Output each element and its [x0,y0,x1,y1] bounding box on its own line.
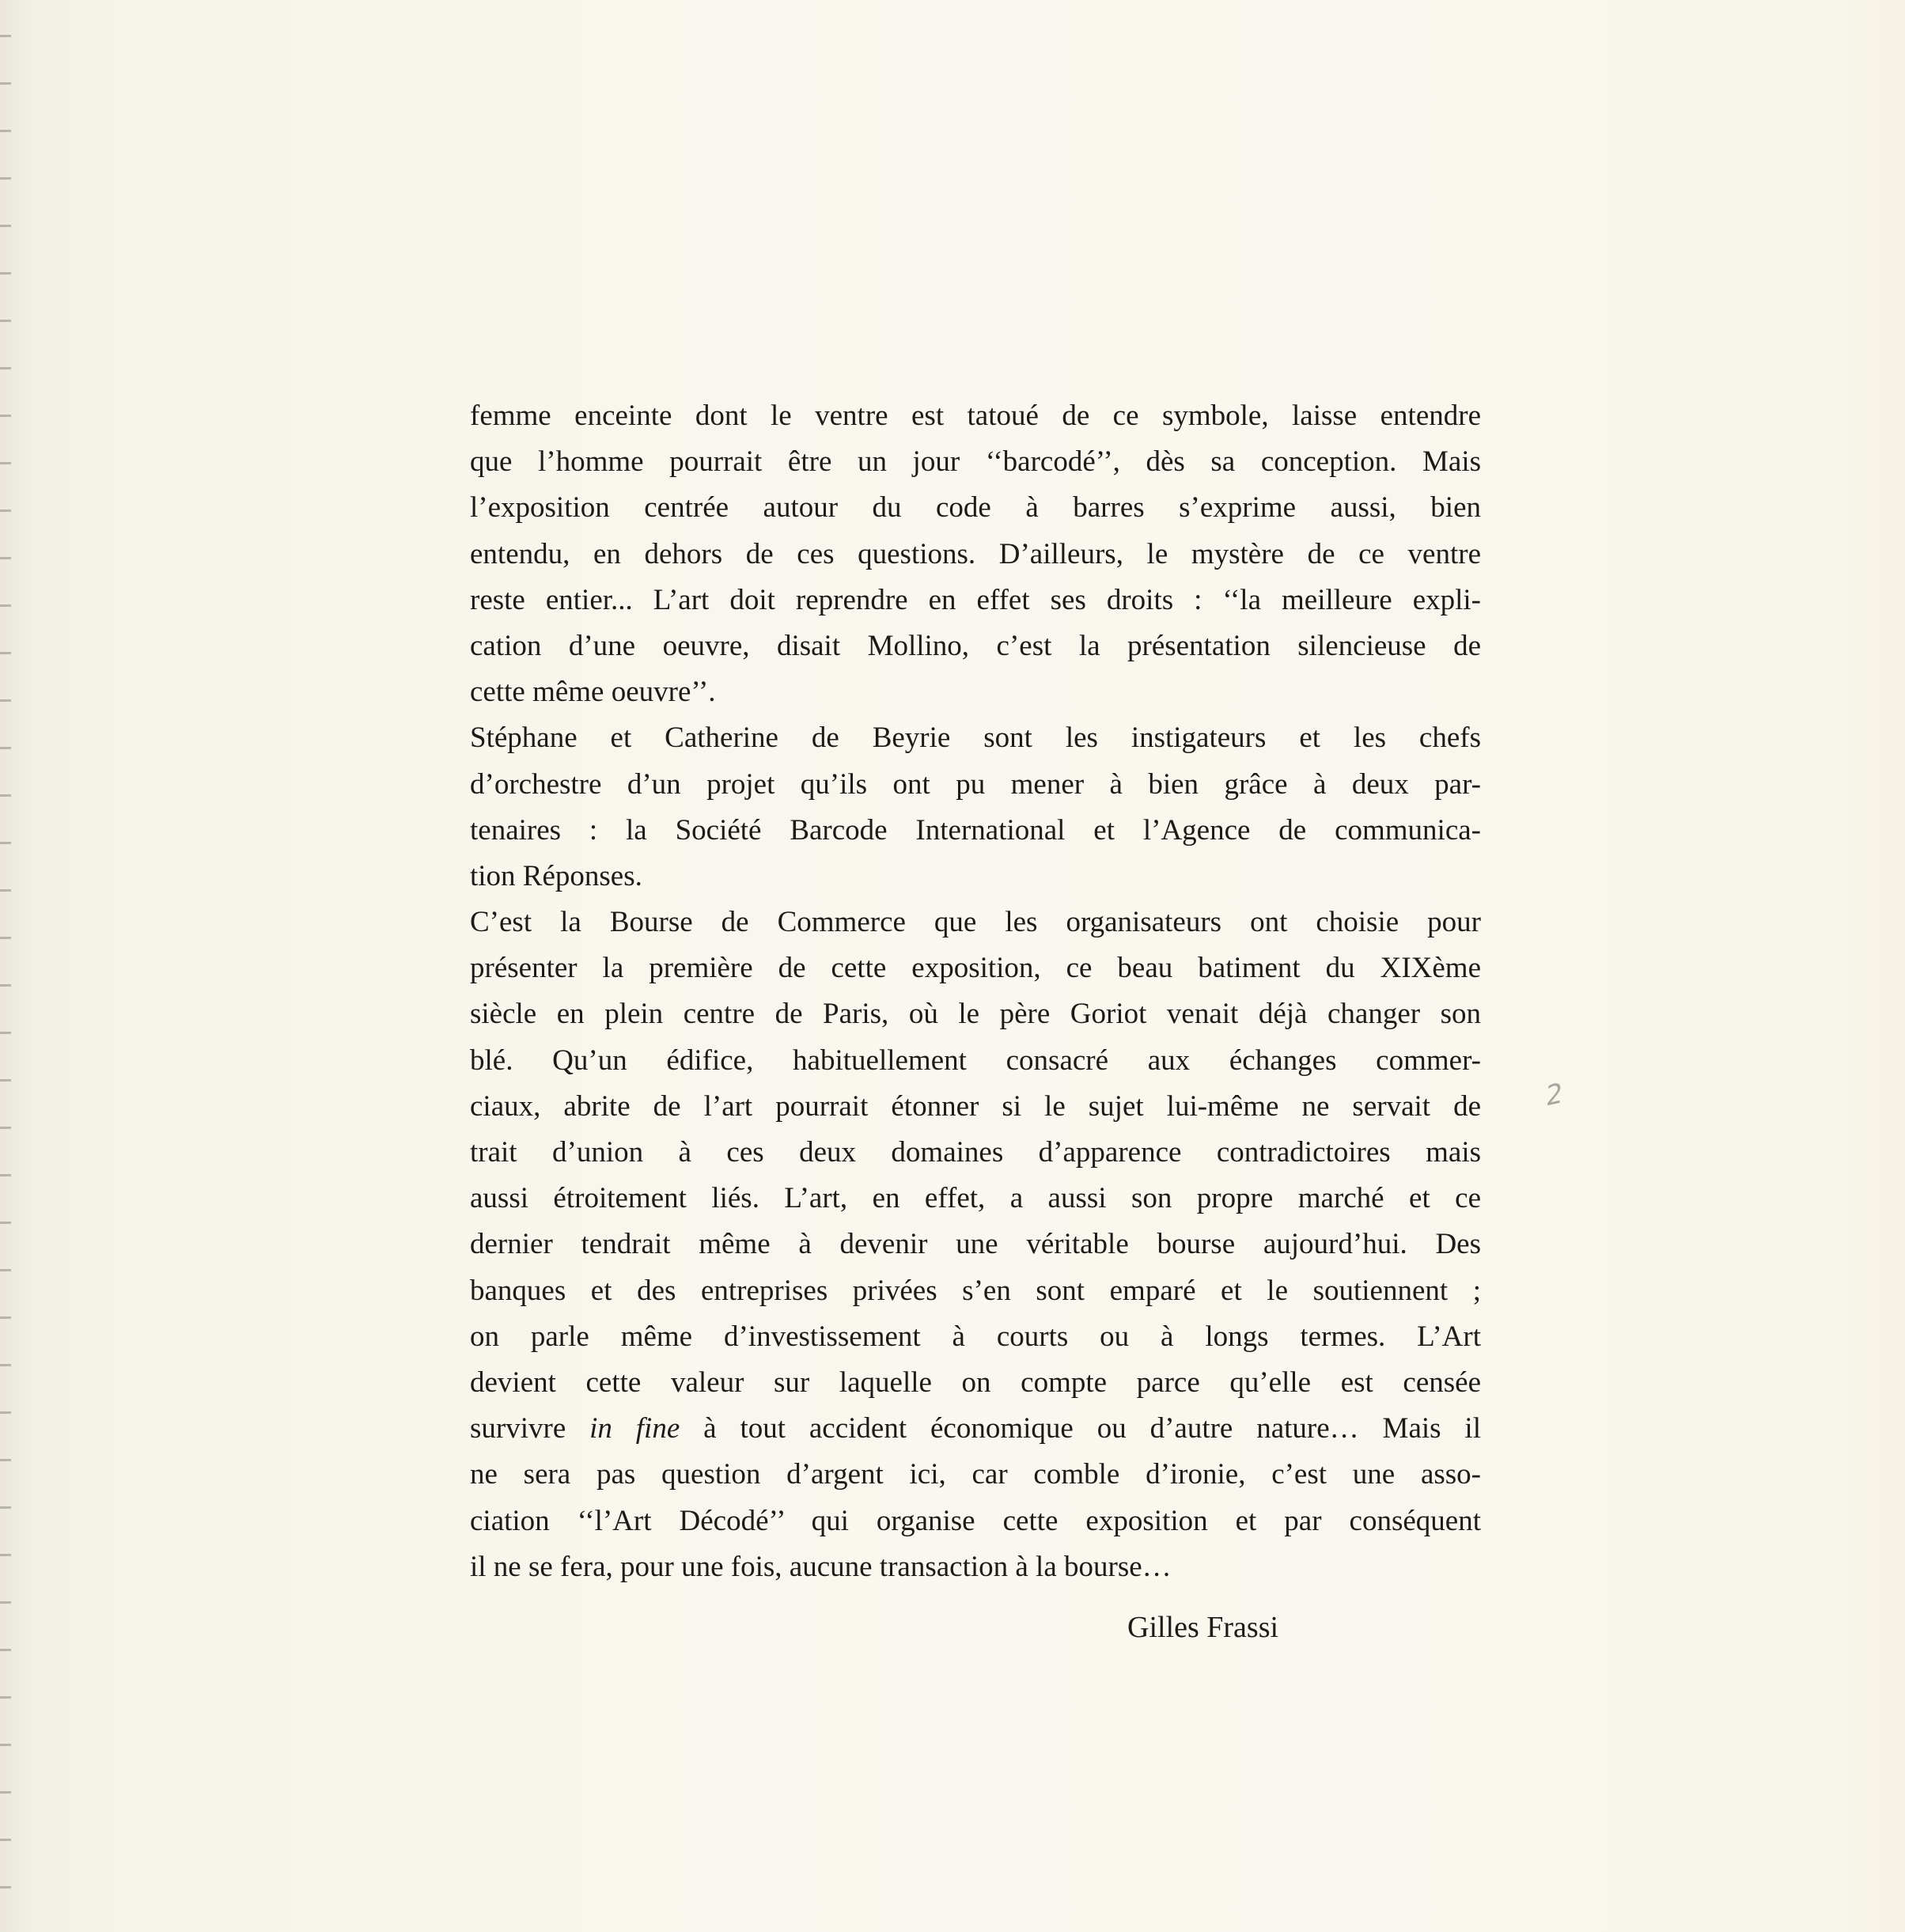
body-text [470,393,1481,1590]
text-line: ciaux, abrite de l’art pourrait étonner si le sujet lui-même ne servait de [470,1089,1481,1123]
page-binding-edge [0,0,11,1932]
text-line: trait d’union à ces deux domaines d’apparence contradictoires mais [470,1136,1481,1169]
text-segment: à tout accident économique ou d’autre nature… Mais il [680,1412,1481,1445]
text-line: tenaires : la Société Barcode International et l’Agence de communica- [470,813,1481,847]
text-segment: survivre [470,1412,590,1445]
handwritten-page-number: 2 [1545,1077,1564,1113]
text-line: que l’homme pourrait être un jour ‘‘barcodé’’, dès sa conception. Mais [470,445,1481,479]
text-line: présenter la première de cette exposition, ce beau batiment du XIXème [470,952,1481,985]
paragraph-end-line: tion Réponses. [470,859,642,892]
text-line: d’orchestre d’un projet qu’ils ont pu mener à bien grâce à deux par- [470,767,1481,801]
text-line: C’est la Bourse de Commerce que les organisateurs ont choisie pour [470,906,1481,939]
text-line: siècle en plein centre de Paris, où le père Goriot venait déjà changer son [470,998,1481,1031]
text-line: dernier tendrait même à devenir une véritable bourse aujourd’hui. Des [470,1228,1481,1261]
text-line-with-italic [470,1406,1481,1452]
text-line: ne sera pas question d’argent ici, car comble d’ironie, c’est une asso- [470,1458,1481,1491]
text-line: on parle même d’investissement à courts ou à longs termes. L’Art [470,1320,1481,1353]
text-line: Stéphane et Catherine de Beyrie sont les instigateurs et les chefs [470,722,1481,755]
text-line: femme enceinte dont le ventre est tatoué de ce symbole, laisse entendre [470,400,1481,432]
paragraph-end-line: cette même oeuvre’’. [470,676,716,709]
paragraph-end-line: il ne se fera, pour une fois, aucune transaction à la bourse… [470,1550,1172,1583]
text-line: ciation ‘‘l’Art Décodé’’ qui organise cette exposition et par conséquent [470,1504,1481,1537]
text-line: banques et des entreprises privées s’en sont emparé et le soutiennent ; [470,1274,1481,1307]
text-line: blé. Qu’un édifice, habituellement consacré aux échanges commer- [470,1044,1481,1077]
italic-phrase: in fine [589,1412,680,1445]
text-line: aussi étroitement liés. L’art, en effet, a aussi son propre marché et ce [470,1182,1481,1215]
text-line: l’exposition centrée autour du code à barres s’exprime aussi, bien [470,491,1481,525]
text-line: entendu, en dehors de ces questions. D’ailleurs, le mystère de ce ventre [470,537,1481,570]
text-line: cation d’une oeuvre, disait Mollino, c’est la présentation silencieuse de [470,629,1481,662]
author-signature: Gilles Frassi [1127,1611,1279,1644]
text-line: reste entier... L’art doit reprendre en effet ses droits : ‘‘la meilleure expli- [470,583,1481,616]
text-line: devient cette valeur sur laquelle on compte parce qu’elle est censée [470,1366,1481,1399]
